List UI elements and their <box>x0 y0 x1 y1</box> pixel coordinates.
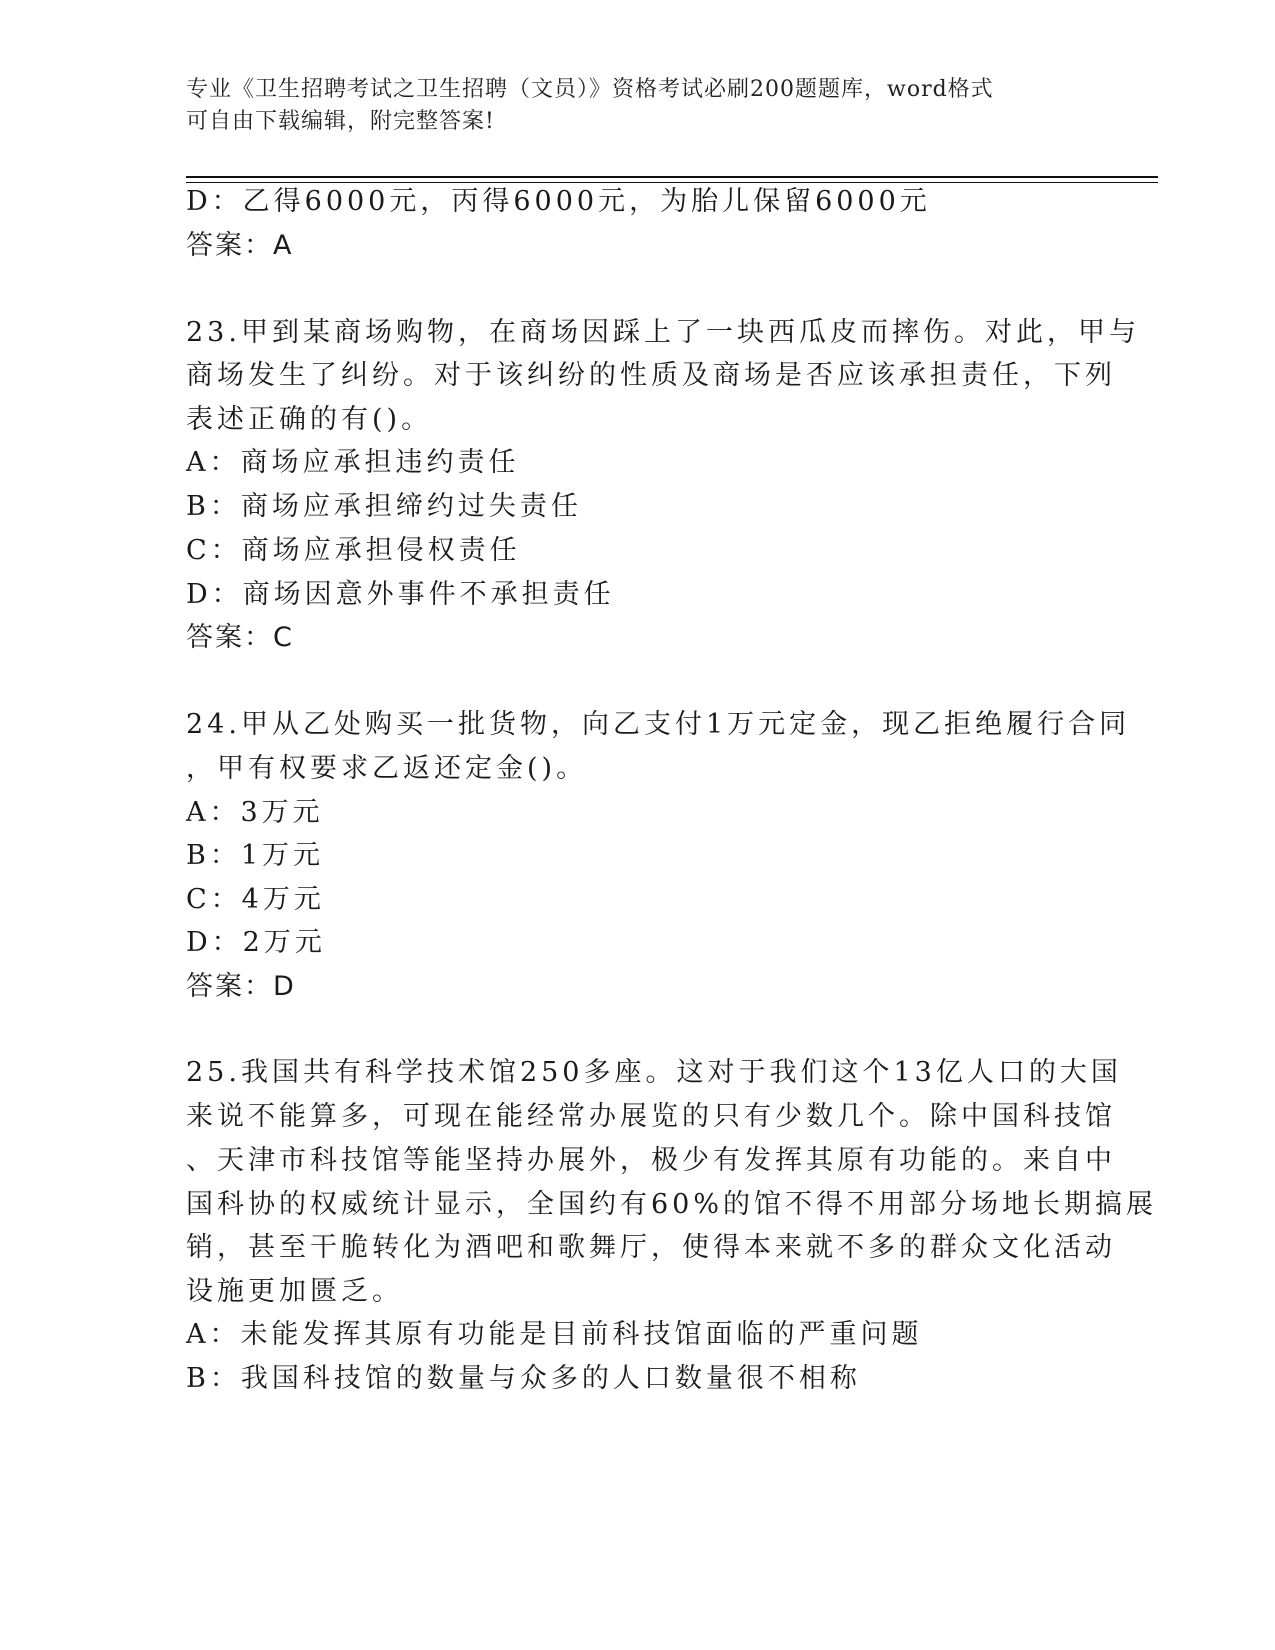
q24-option-a: A：3万元 <box>186 797 324 828</box>
q25-stem-line-4: 国科协的权威统计显示，全国约有60%的馆不得不用部分场地长期搞展 <box>186 1189 1158 1220</box>
document-header <box>186 74 1086 138</box>
prev-question-option-d: D：乙得6000元，丙得6000元，为胎儿保留6000元 <box>186 186 931 217</box>
q23-option-a: A：商场应承担违约责任 <box>186 447 520 478</box>
q23-stem-line-3: 表述正确的有()。 <box>186 404 433 435</box>
q24-stem-line-1: 24.甲从乙处购买一批货物，向乙支付1万元定金，现乙拒绝履行合同 <box>186 709 1131 740</box>
q23-answer: 答案：C <box>186 622 294 653</box>
header-title-line-1: 专业《卫生招聘考试之卫生招聘（文员）》资格考试必刷200题题库，word格式 <box>186 77 994 102</box>
q24-stem-line-2: ，甲有权要求乙返还定金()。 <box>186 753 588 784</box>
q23-stem-line-2: 商场发生了纠纷。对于该纠纷的性质及商场是否应该承担责任，下列 <box>186 360 1116 391</box>
header-divider-thick <box>186 176 1158 178</box>
header-title-line-2: 可自由下载编辑，附完整答案! <box>186 109 495 134</box>
q25-option-a: A：未能发挥其原有功能是目前科技馆面临的严重问题 <box>186 1319 923 1350</box>
q23-option-c: C：商场应承担侵权责任 <box>186 535 521 566</box>
q25-stem-line-1: 25.我国共有科学技术馆250多座。这对于我们这个13亿人口的大国 <box>186 1057 1122 1088</box>
q24-option-c: C：4万元 <box>186 884 325 915</box>
q23-option-d: D：商场因意外事件不承担责任 <box>186 579 615 610</box>
q24-option-b: B：1万元 <box>186 840 325 871</box>
q25-option-b: B：我国科技馆的数量与众多的人口数量很不相称 <box>186 1363 861 1394</box>
q24-answer: 答案：D <box>186 971 296 1002</box>
q25-stem-line-2: 来说不能算多，可现在能经常办展览的只有少数几个。除中国科技馆 <box>186 1101 1116 1132</box>
q25-stem-line-5: 销，甚至干脆转化为酒吧和歌舞厅，使得本来就不多的群众文化活动 <box>186 1232 1116 1263</box>
q24-option-d: D：2万元 <box>186 927 326 958</box>
q25-stem-line-3: 、天津市科技馆等能坚持办展外，极少有发挥其原有功能的。来自中 <box>186 1145 1116 1176</box>
prev-question-answer: 答案：A <box>186 230 294 261</box>
q23-option-b: B：商场应承担缔约过失责任 <box>186 491 582 522</box>
header-divider-thin <box>186 182 1158 183</box>
q23-stem-line-1: 23.甲到某商场购物，在商场因踩上了一块西瓜皮而摔伤。对此，甲与 <box>186 317 1140 348</box>
q25-stem-line-6: 设施更加匮乏。 <box>186 1276 403 1307</box>
